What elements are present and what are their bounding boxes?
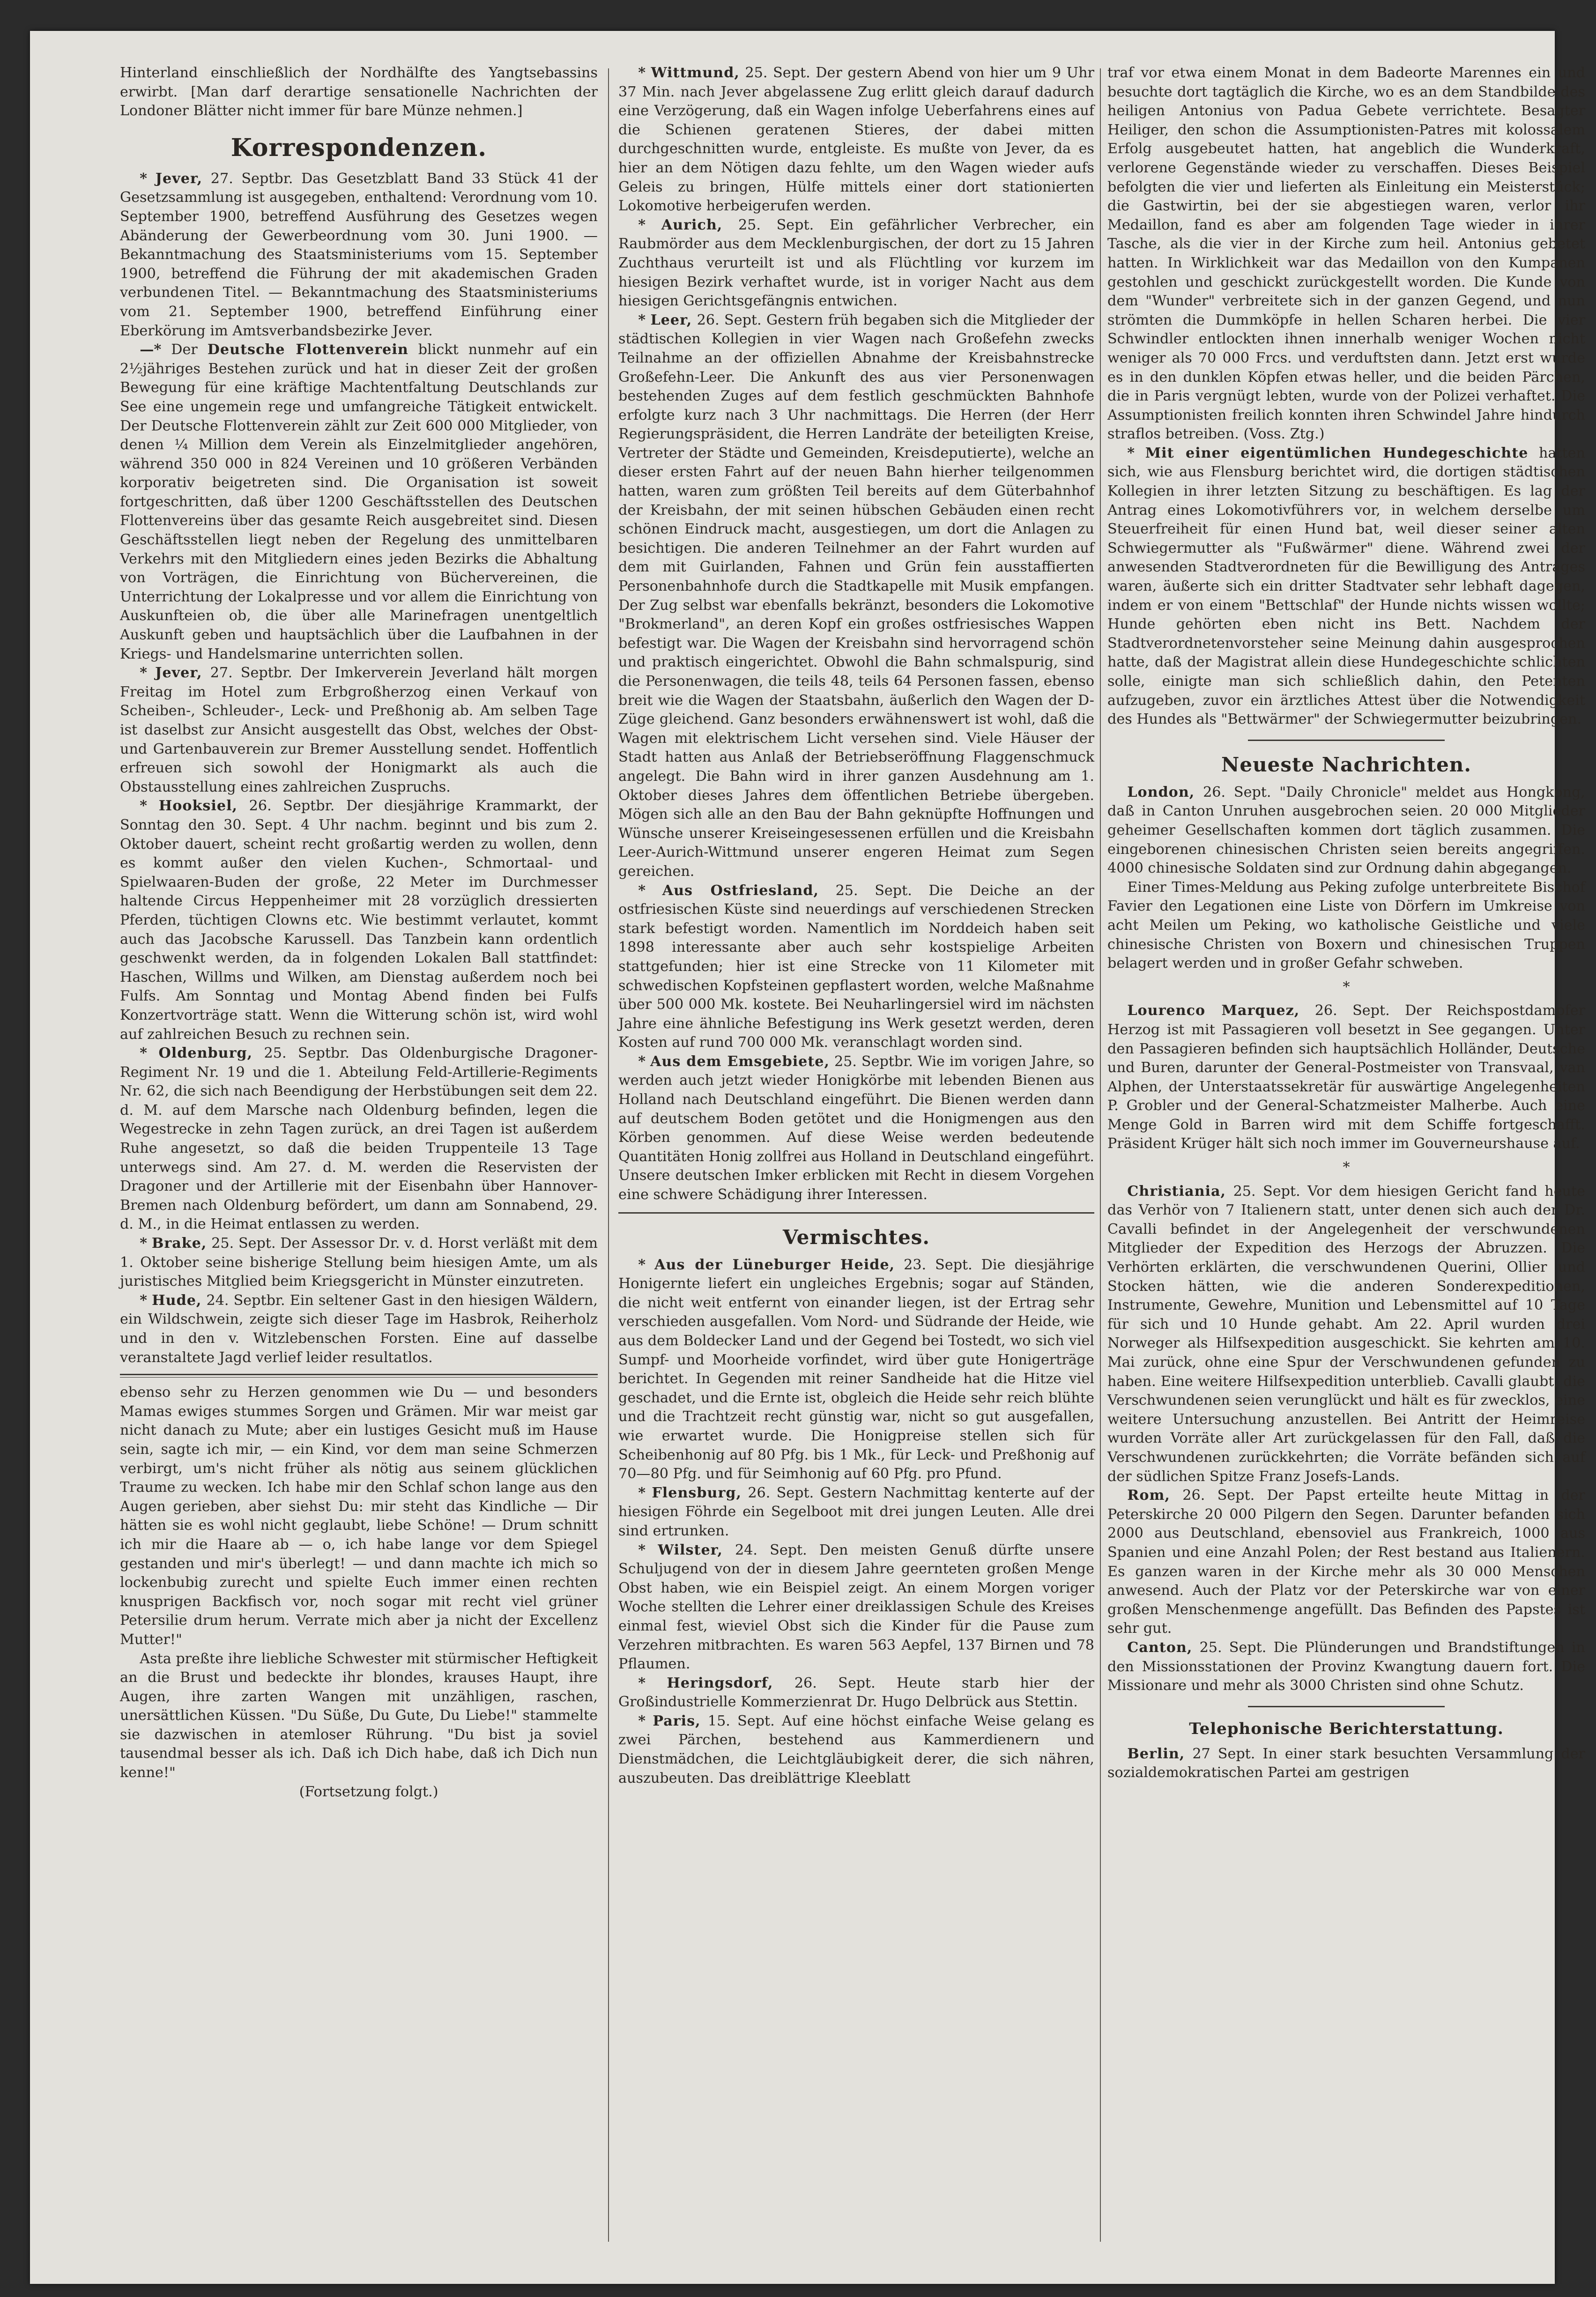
- article-lueneburger-heide: * Aus der Lüneburger Heide, 23. Sept. Die diesjährige Honigernte liefert ein ungleiches Ergebnis; sogar auf Ständen, die nicht weit entfernt von einander liegen, ist der Ertrag sehr verschieden ausgefallen. Vom Nord- und Südrande der Heide, wie aus dem Boldecker Land und der Gegend bei Tostedt, wo sich viel Sumpf- und Moorheide vorfindet, wird über gute Honigerträge berichtet. In Gegenden mit reiner Sandheide hat die Hitze viel geschadet, und die Ernte ist, obgleich die Heide sehr reich blühte und die Trachtzeit recht günstig war, nicht so gut ausgefallen, wie erwartet wurde. Die Honigpreise stellen sich für Scheibenhonig auf 80 Pfg. bis 1 Mk., für Leck- und Preßhonig auf 70—80 Pfg. und für Seimhonig auf 60 Pfg. pro Pfund.: [618, 1256, 1094, 1482]
- article-rom: Rom, 26. Sept. Der Papst erteilte heute Mittag in der Peterskirche 20 000 Pilgern den Segen. Darunter befanden sich 2000 aus Deutschland, ebensoviel aus Frankreich, 1000 aus Spanien und eine Anzahl Polen; der Rest bestand aus Italienern. Es ganzen waren in der Kirche mehr als 30 000 Menschen anwesend. Auch der Platz vor der Peterskirche war von einer großen Menschenmenge angefüllt. Das Befinden des Papstes ist sehr gut.: [1107, 1487, 1585, 1637]
- article-christiania: Christiania, 25. Sept. Vor dem hiesigen Gericht fand heute das Verhör von 7 Italienern statt, unter denen sich auch der Dr. Cavalli befindet in der Angelegenheit der verschwundenen Mitglieder der Expedition des Herzogs der Abruzzen. Die Verhörten erklärten, die verschwundenen Querini, Ollier und Stocken hätten, wie die anderen Sonderexpeditionen, Instrumente, Gewehre, Munition und Lebensmittel auf 10 Tage für sich und 10 Hunde gehabt. Am 22. April wurden drei Norweger als Hilfsexpedition ausgeschickt. Sie kehrten am 10. Mai zurück, ohne eine Spur der Verschwundenen gefunden zu haben. Eine weitere Hilfsexpedition unterblieb. Cavalli glaubt, die Verschwundenen seien verunglückt und hält es für zwecklos, eine weitere Untersuchung anzustellen. Bei Antritt der Heimreise wurden Vorräte aller Art zurückgelassen für den Fall, daß die Verschwundenen zurückkehrten; die Vorräte befänden sich auf der südlichen Spitze Franz Josefs-Lands.: [1107, 1183, 1585, 1485]
- column-1: [120, 64, 598, 1801]
- article-paris-continued: traf vor etwa einem Monat in dem Badeorte Marennes ein und besuchte dort tagtäglich die Kirche, wo es an dem Standbilde des heiligen Antonius von Padua Gebete verrichtete. Besagter Heiliger, den schon die Assumptionisten-Patres mit kolossalem Erfolg ausgebeutet hatten, hat angeblich die Wunderkraft, verlorene Gegenstände wieder zu verschaffen. Dieses Beispiel befolgten die vier und lieferten als Einleitung ein Meisterstück; die Gastwirtin, bei der sie abgestiegen waren, verlor ihr Medaillon, fand es aber am folgenden Tage wieder in ihrer Tasche, als die vier in der Kirche zum heil. Antonius gebetet hatten. In Wirklichkeit war das Medaillon von den Kumpanen gestohlen und geschickt zurückgestellt worden. Die Kunde von dem "Wunder" verbreitete sich in der ganzen Gegend, und nun strömten die Dummköpfe in hellen Scharen herbei. Die vier Schwindler entlockten ihnen innerhalb weniger Wochen nicht weniger als 70 000 Frcs. und verduftsten dann. Jetzt erst wurde es in den dunklen Köpfen etwas heller, und die beiden Pärchen, die in Paris vergnügt lebten, wurde von der Polizei verhaftet. Die Assumptionisten freilich konnten ihren Schwindel Jahre hindurch straflos betreiben. (Voss. Ztg.): [1107, 65, 1585, 443]
- article-hundegeschichte: * Mit einer eigentümlichen Hundegeschichte hatten sich, wie aus Flensburg berichtet wird, die dortigen städtischen Kollegien in ihrer letzten Sitzung zu beschäftigen. Es lag der Antrag eines Lokomotivführers vor, in welchem derselbe um Steuerfreiheit für einen Hund bat, weil dieser seiner alten Schwiegermutter als "Fußwärmer" diene. Während zwei der anwesenden Stadtverordneten für die Bewilligung des Antrages waren, äußerte sich ein dritter Stadtvater sehr lebhaft dagegen, indem er von einem "Bettschlaf" der Hunde nichts wissen wollte; Hunde gehörten eben nicht ins Bett. Nachdem der Stadtverordnetenvorsteher seine Meinung dahin ausgesprochen hatte, daß der Magistrat allein diese Hundegeschichte schlichten solle, einigte man sich schließlich dahin, den Petenten aufzugeben, zuvor ein ärztliches Attest über die Notwendigkeit des Hundes als "Bettwärmer" der Schwiegermutter beizubringen.: [1107, 445, 1585, 728]
- section-heading-korrespondenzen: Korrespondenzen.: [230, 133, 487, 162]
- article-jever-1: * Jever, 27. Septbr. Das Gesetzblatt Band 33 Stück 41 der Gesetzsammlung ist ausgegeben, enthaltend: Verordnung vom 10. September 1900, betreffend Ausführung des Gesetzes wegen Abänderung der Gewerbeordnung vom 30. Juni 1900. — Bekanntmachung des Staatsministeriums vom 15. September 1900, betreffend die Führung der mit akademischen Graden verbundenen Titel. — Bekanntmachung des Staatsministeriums vom 21. September 1900, betreffend Einführung einer Eberkörung im Amtsverbandsbezirke Jever.: [120, 170, 598, 339]
- column-3: [1107, 64, 1585, 1783]
- feuilleton-paragraph-1: ebenso sehr zu Herzen genommen wie Du — und besonders Mamas ewiges stummes Sorgen und Grämen. Mir war meist gar nicht danach zu Mute; aber ein lustiges Gesicht muß im Hause sein, sagte ich mir, — ein Kind, vor dem man seine Schmerzen verbirgt, um's nicht früher als nötig aus seinem glücklichen Traume zu wecken. Ich habe mir den Schlaf schon lange aus den Augen gerieben, aber siehst Du: mir steht das Kindliche — Dir hätten sie es wohl nicht geglaubt, liebe Schöne! — Drum schnitt ich mir die Haare ab — o, ich habe lange vor dem Spiegel gestanden und mir's überlegt! — und dann machte ich mich so lockenbubig zurecht und spielte Euch immer einen rechten knusprigen Backfisch vor, noch sogar mit recht viel grüner Petersilie drum herum. Verrate mich aber ja nicht der Excellenz Mutter!": [120, 1384, 598, 1648]
- article-jever-2: * Jever, 27. Septbr. Der Imkerverein Jeverland hält morgen Freitag im Hotel zum Erbgroßherzog einen Verkauf von Scheiben-, Schleuder-, Leck- und Preßhonig ab. Am selben Tage ist daselbst zur Ansicht ausgestellt das Obst, welches der Obst- und Gartenbauverein zur Bremer Ausstellung sendet. Hoffentlich erfreuen sich sowohl der Honigmarkt als auch die Obstausstellung eines zahlreichen Zuspruchs.: [120, 665, 598, 795]
- column-rule-1: [608, 68, 609, 2242]
- section-divider-vermischtes: [618, 1212, 1094, 1214]
- article-canton: Canton, 25. Sept. Die Plünderungen und Brandstiftungen in den Missionsstationen der Provinz Kwangtung dauern fort. Die Missionare und mehr als 3000 Christen sind ohne Schutz.: [1107, 1639, 1585, 1694]
- article-oldenburg: * Oldenburg, 25. Septbr. Das Oldenburgische Dragoner-Regiment Nr. 19 und die 1. Abteilung Feld-Artillerie-Regiments Nr. 62, die sich nach Beendigung der Herbstübungen seit dem 22. d. M. auf dem Marsche nach Oldenburg befinden, legen die Wegestrecke in zehn Tagen zurück, an drei Tagen ist außerdem Ruhe angesetzt, so daß die beiden Truppenteile 13 Tage unterwegs sind. Am 27. d. M. werden die Reservisten der Dragoner und der Artillerie mit der Eisenbahn über Hannover-Bremen nach Oldenburg befördert, um dann am Sonnabend, 29. d. M., in die Heimat entlassen zu werden.: [120, 1045, 598, 1233]
- article-aurich: * Aurich, 25. Sept. Ein gefährlicher Verbrecher, ein Raubmörder aus dem Mecklenburgischen, der dort zu 15 Jahren Zuchthaus verurteilt ist und als Flüchtling vor kurzem im hiesigen Bezirk verhaftet wurde, ist in voriger Nacht aus dem hiesigen Gerichtsgefängnis entwichen.: [618, 216, 1094, 310]
- section-heading-telephonische: Telephonische Berichterstattung.: [1189, 1719, 1504, 1738]
- article-paris: * Paris, 15. Sept. Auf eine höchst einfache Weise gelang es zwei Pärchen, bestehend aus Kammerdienern und Dienstmädchen, die Leichtgläubigkeit derer, die sich nähren, auszubeuten. Das dreiblättrige Kleeblatt: [618, 1712, 1094, 1786]
- article-flottenverein: —* Der Deutsche Flottenverein blickt nunmehr auf ein 2½jähriges Bestehen zurück und hat in dieser Zeit der großen Bewegung für eine kräftige Machtentfaltung Deutschlands zur See eine ungemein rege und umfangreiche Tätigkeit entwickelt. Der Deutsche Flottenverein zählt zur Zeit 600 000 Mitglieder, von denen ¼ Million dem Verein als Einzelmitglieder angehören, während 350 000 in 824 Vereinen und 10 größeren Verbänden korporativ beigetreten sind. Die Organisation ist soweit fortgeschritten, daß über 1200 Geschäftsstellen des Deutschen Flottenvereins über das gesamte Reich ausgebreitet sind. Diesen Geschäftsstellen liegt neben der Regelung des unmittelbaren Verkehrs mit den Mitgliedern eines jeden Bezirks die Abhaltung von Vorträgen, die Einrichtung von Büchervereinen, die Unterrichtung der Lokalpresse und vor allem die Einrichtung von Auskunfteien ob, die über alle Marinefragen unentgeltlich Auskunft geben und hauptsächlich über die Laufbahnen in der Kriegs- und Handelsmarine unterrichten sollen.: [120, 341, 598, 662]
- article-flensburg: * Flensburg, 26. Sept. Gestern Nachmittag kenterte auf der hiesigen Föhrde ein Segelboot mit drei jungen Leuten. Alle drei sind ertrunken.: [618, 1484, 1094, 1539]
- newspaper-page: [30, 31, 1585, 2284]
- feuilleton-paragraph-2: Asta preßte ihre liebliche Schwester mit stürmischer Heftigkeit an die Brust und bedeckte ihr blondes, krauses Haupt, ihre Augen, ihre zarten Wangen mit unzähligen, raschen, unersättlichen Küssen. "Du Süße, Du Gute, Du Liebe!" stammelte sie dazwischen in atemloser Rührung. "Du bist ja soviel tausendmal besser als ich. Daß ich Dich habe, daß ich Dich nun kenne!": [120, 1650, 598, 1781]
- section-heading-vermischtes: Vermischtes.: [782, 1225, 930, 1249]
- section-heading-neueste-nachrichten: Neueste Nachrichten.: [1221, 753, 1471, 776]
- star-separator: *: [1343, 1159, 1350, 1176]
- article-wilster: * Wilster, 24. Sept. Den meisten Genuß dürfte unsere Schuljugend von der in diesem Jahre geernteten großen Menge Obst haben, wie ein Beispiel zeigt. An einem Morgen voriger Woche stellten die Lehrer einer dreiklassigen Schule des Kreises einmal fest, wieviel Obst sich die Kinder für die Pause zum Verzehren mitbrachten. Es waren 563 Aepfel, 137 Birnen und 78 Pflaumen.: [618, 1541, 1094, 1673]
- column-2: [618, 64, 1094, 1788]
- section-divider-neueste: [1248, 740, 1445, 741]
- article-lourenco-marquez: Lourenco Marquez, 26. Sept. Der Reichspostdampfer Herzog ist mit Passagieren voll besetzt in See gegangen. Unter den Passagieren befinden sich hauptsächlich Holländer, Deutsche und Buren, darunter der General-Postmeister von Transvaal, van Alphen, der Unterstaatssekretär für auswärtige Angelegenheiten P. Grobler und der General-Schatzmeister Malherbe. Auch eine Menge Gold in Barren wird mit dem Schiffe fortgeschafft. Präsident Krüger hält sich noch immer im Gouverneurshause auf.: [1107, 1002, 1585, 1152]
- article-ostfriesland: * Aus Ostfriesland, 25. Sept. Die Deiche an der ostfriesischen Küste sind neuerdings auf verschiedenen Strecken stark befestigt worden. Namentlich im Norddeich haben seit 1898 interessante aber auch sehr kostspielige Arbeiten stattgefunden; hier ist eine Strecke von 11 Kilometer mit schwedischen Kopfsteinen gepflastert worden, welche Maßnahme über 500 000 Mk. kostete. Bei Neuharlingersiel wird im nächsten Jahre eine ähnliche Befestigung ins Werk gesetzt werden, deren Kosten auf rund 700 000 Mk. veranschlagt worden sind.: [618, 882, 1094, 1051]
- article-hude: * Hude, 24. Septbr. Ein seltener Gast in den hiesigen Wäldern, ein Wildschwein, zeigte sich dieser Tage im Hasbrok, Reiherholz und in den v. Witzlebenschen Forsten. Eine auf dasselbe veranstaltete Jagd verlief leider resultatlos.: [120, 1292, 598, 1366]
- article-times-peking: Einer Times-Meldung aus Peking zufolge unterbreitete Bischof Favier den Legationen eine Liste von Dörfern im Umkreise von acht Meilen um Peking, wo katholische Geistliche und viele chinesische Christen von Boxern und chinesischen Truppen belagert werden und in großer Gefahr schweben.: [1107, 879, 1585, 972]
- article-leer: * Leer, 26. Sept. Gestern früh begaben sich die Mitglieder der städtischen Kollegien in vier Wagen nach Großefehn zwecks Teilnahme an der offiziellen Abnahme der Kreisbahnstrecke Großefehn-Leer. Die Ankunft des aus vier Personenwagen bestehenden Zuges auf dem festlich geschmückten Bahnhofe erfolgte kurz nach 3 Uhr nachmittags. Die Herren (der Herr Regierungspräsident, die Herren Landräte der beteiligten Kreise, Vertreter der Städte und Gemeinden, Kreisdeputierte), welche an dieser ersten Fahrt auf der neuen Bahn hierher teilgenommen hatten, waren zum größten Teil bereits auf dem Güterbahnhof der Kreisbahn, der mit seinen hübschen Gebäuden einen recht schönen Eindruck macht, ausgestiegen, um dort die Anlagen zu besichtigen. Die anderen Teilnehmer an der Fahrt wurden auf dem mit Guirlanden, Fahnen und Grün fein ausstaffierten Personenbahnhofe durch die Stadtkapelle mit Musik empfangen. Der Zug selbst war ebenfalls bekränzt, besonders die Lokomotive "Brokmerland", an deren Kopf ein großes ostfriesisches Wappen befestigt war. Die Wagen der Kreisbahn sind hervorragend schön und praktisch eingerichtet. Obwohl die Bahn schmalspurig, sind die Personenwagen, die teils 48, teils 64 Personen fassen, ebenso breit wie die Wagen der Staatsbahn, äußerlich den Wagen der D-Züge gleichend. Ganz besonders erwähnenswert ist wohl, daß die Wagen mit elektrischem Licht versehen sind. Viele Häuser der Stadt hatten aus Anlaß der Betriebseröffnung Flaggenschmuck angelegt. Die Bahn wird in ihrer ganzen Ausdehnung am 1. Oktober dieses Jahres dem öffentlichen Betriebe übergeben. Mögen sich alle an den Bau der Bahn geknüpfte Hoffnungen und Wünsche unserer Kreiseingesessenen erfüllen und die Kreisbahn Leer-Aurich-Wittmund unserer engeren Heimat zum Segen gereichen.: [618, 311, 1094, 880]
- article-hooksiel: * Hooksiel, 26. Septbr. Der diesjährige Krammarkt, der Sonntag den 30. Sept. 4 Uhr nachm. beginnt und bis zum 2. Oktober dauert, scheint recht großartig werden zu wollen, denn es kommt außer den vielen Kuchen-, Schmortaal- und Spielwaaren-Buden der große, 22 Meter im Durchmesser haltende Circus Heppenheimer mit 28 vorzüglich dressierten Pferden, tüchtigen Clowns etc. Wie bestimmt verlautet, kommt auch das Jacobsche Karussell. Das Tanzbein kann ordentlich geschwenkt werden, da in folgenden Lokalen Ball stattfindet: Haschen, Willms und Wilken, am Dienstag außerdem noch bei Fulfs. Am Sonntag und Montag Abend finden bei Fulfs Konzertvorträge statt. Wenn die Witterung schön ist, wird wohl auf zahlreichen Besuch zu rechnen sein.: [120, 798, 598, 1043]
- article-brake: * Brake, 25. Sept. Der Assessor Dr. v. d. Horst verläßt mit dem 1. Oktober seine bisherige Stellung beim hiesigen Amte, um als juristisches Mitglied beim Kriegsgericht in Münster einzutreten.: [120, 1235, 598, 1290]
- article-berlin: Berlin, 27 Sept. In einer stark besuchten Versammlung der sozialdemokratischen Partei am gestrigen: [1107, 1745, 1585, 1781]
- star-separator: *: [1343, 978, 1350, 995]
- section-divider-telephonische: [1248, 1706, 1445, 1707]
- article-london: London, 26. Sept. "Daily Chronicle" meldet aus Hongkong, daß in Canton Unruhen ausgebrochen seien. 20 000 Mitglieder geheimer Gesellschaften kommen dort täglich zusammen. Die eingeborenen chinesischen Christen seien bereits angegriffen. 4000 chinesische Soldaten sind zur Ordnung dahin abgegangen.: [1107, 784, 1585, 877]
- article-emsgebiete: * Aus dem Emsgebiete, 25. Septbr. Wie im vorigen Jahre, so werden auch jetzt wieder Honigkörbe mit lebenden Bienen aus Holland nach Deutschland eingeführt. Die Bienen werden dann auf deutschem Boden getötet und die Honigmengen aus den Körben genommen. Auf diese Weise werden bedeutende Quantitäten Honig zollfrei aus Holland in Deutschland eingeführt. Unsere deutschen Imker erblicken mit Recht in diesem Vorgehen eine schwere Schädigung ihrer Interessen.: [618, 1053, 1094, 1203]
- feuilleton-continued: (Fortsetzung folgt.): [299, 1783, 438, 1800]
- article-heringsdorf: * Heringsdorf, 26. Sept. Heute starb hier der Großindustrielle Kommerzienrat Dr. Hugo Delbrück aus Stettin.: [618, 1675, 1094, 1711]
- feuilleton-divider: [120, 1374, 598, 1378]
- article-wittmund: * Wittmund, 25. Sept. Der gestern Abend von hier um 9 Uhr 37 Min. nach Jever abgelassene Zug erlitt gleich darauf dadurch eine Verzögerung, daß ein Wagen infolge Ueberfahrens eines auf die Schienen geratenen Stieres, der dabei mitten durchgeschnitten wurde, entgleiste. Es mußte von Jever, da es hier an dem Nötigen dazu fehlte, um den Wagen wieder aufs Geleis zu bringen, Hülfe mittels einer dort stationierten Lokomotive herbeigerufen werden.: [618, 65, 1094, 215]
- intro-paragraph: Hinterland einschließlich der Nordhälfte des Yangtsebassins erwirbt. [Man darf derartige sensationelle Nachrichten der Londoner Blätter nicht immer für bare Münze nehmen.]: [120, 65, 598, 119]
- column-rule-2: [1100, 68, 1101, 2242]
